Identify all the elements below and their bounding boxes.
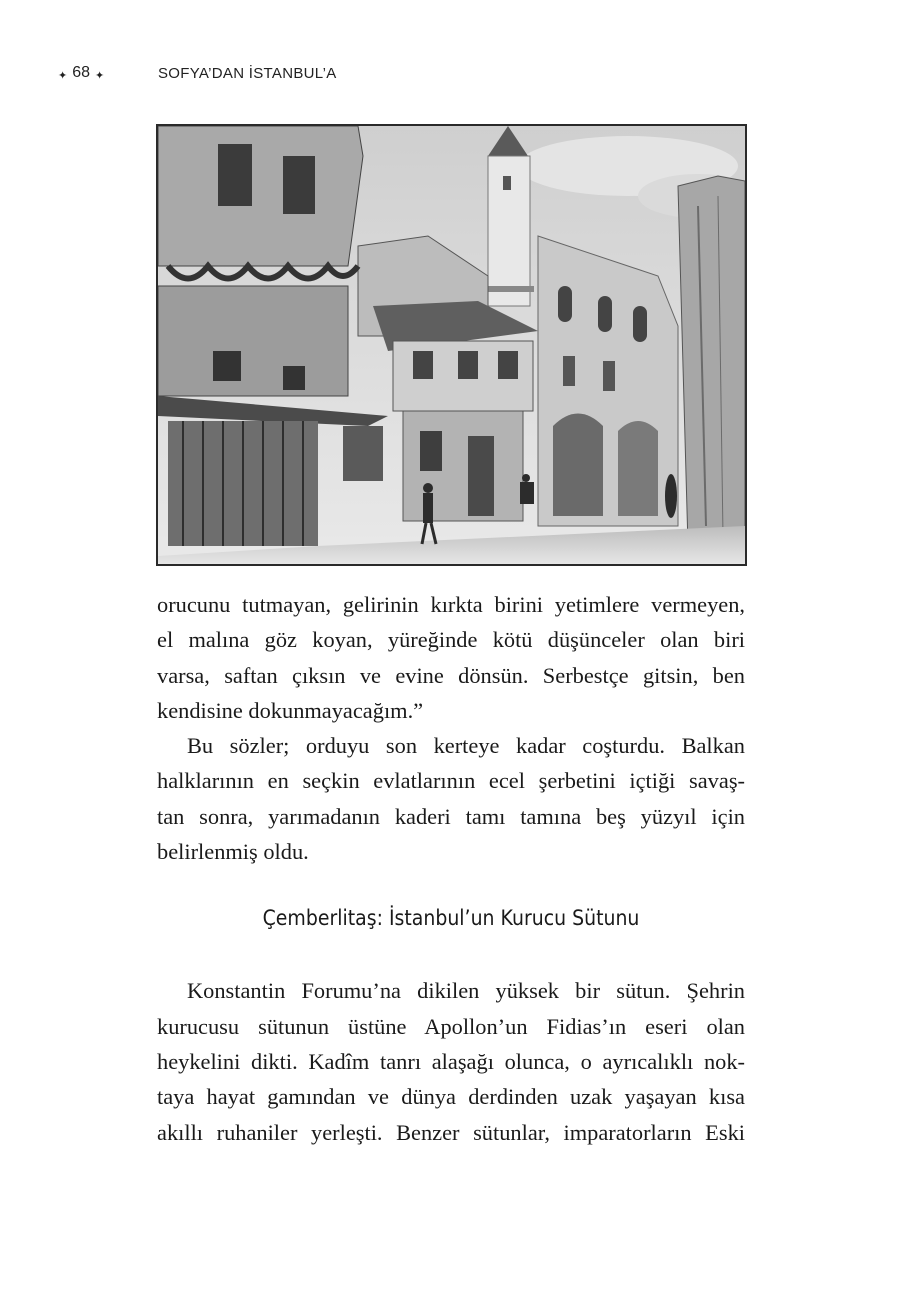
text-line: orucunu tutmayan, gelirinin kırkta birini yetimlere vermeyen, xyxy=(157,592,745,617)
text-line: el malına göz koyan, yüreğinde kötü düşünceler olan biri xyxy=(157,627,745,653)
text-line: belirlenmiş oldu. xyxy=(157,839,309,865)
text-line: Bu sözler; orduyu son kerteye kadar coşturdu. Balkan xyxy=(187,733,745,759)
text-line: Konstantin Forumu’na dikilen yüksek bir sütun. Şehrin xyxy=(187,978,745,1004)
right-wall xyxy=(678,176,745,564)
paragraph xyxy=(157,973,745,1149)
page-number: 68 xyxy=(72,64,91,81)
text-line: halklarının en seçkin evlatlarının ecel şerbetini içtiği savaş- xyxy=(157,768,745,794)
page-header xyxy=(58,64,337,82)
paragraph xyxy=(157,728,745,869)
text-line: akıllı ruhaniler yerleşti. Benzer sütunlar, imparatorların Eski xyxy=(157,1119,745,1145)
ornament-star-icon: ✦ xyxy=(95,69,105,82)
section-heading: Çemberlitaş: İstanbul’un Kurucu Sütunu xyxy=(262,906,640,931)
sketch-drawing xyxy=(158,126,745,564)
body-text xyxy=(157,587,745,1150)
mosque-building xyxy=(538,236,678,526)
ornament-star-icon: ✦ xyxy=(58,69,68,82)
paragraph xyxy=(157,587,745,728)
street-sketch-illustration xyxy=(156,124,747,566)
text-line: varsa, saftan çıksın ve evine dönsün. Serbestçe gitsin, ben xyxy=(157,662,745,688)
text-line: taya hayat gamından ve dünya derdinden uzak yaşayan kısa xyxy=(157,1084,745,1110)
text-line: kurucusu sütunun üstüne Apollon’un Fidias’ın eseri olan xyxy=(157,1013,745,1039)
text-line: kendisine dokunmayacağım.” xyxy=(157,697,424,723)
text-line: heykelini dikti. Kadîm tanrı alaşağı olunca, o ayrıcalıklı nok- xyxy=(157,1048,745,1074)
text-line: tan sonra, yarımadanın kaderi tamı tamına beş yüzyıl için xyxy=(157,803,745,829)
running-title: SOFYA’DAN İSTANBUL’A xyxy=(158,64,337,82)
